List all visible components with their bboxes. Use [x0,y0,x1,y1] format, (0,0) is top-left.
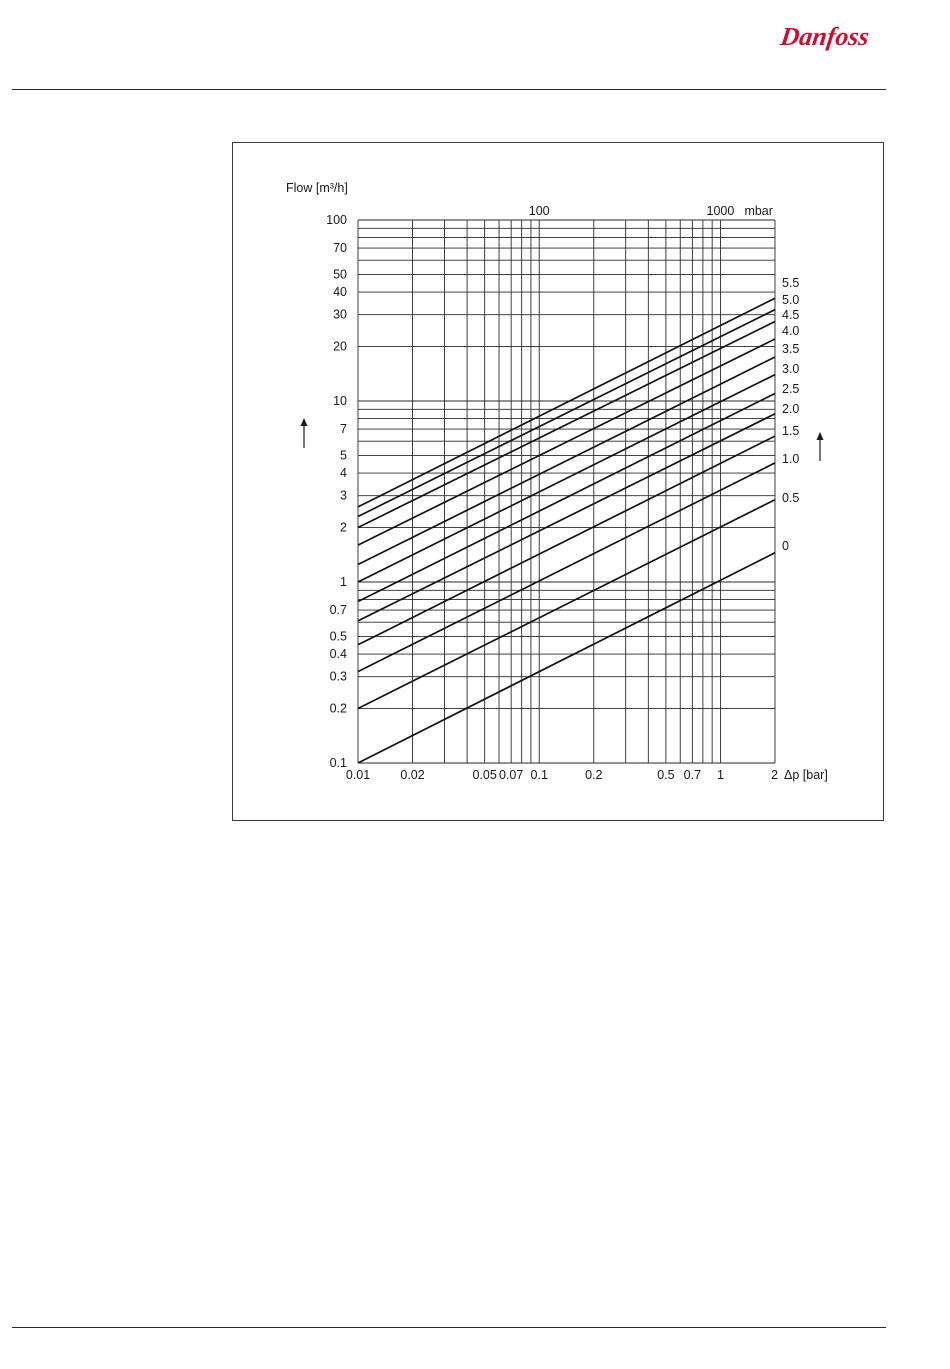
y-tick-label: 0.7 [329,603,347,618]
x-tick-label: 0.7 [683,768,702,782]
y-tick-label: 4 [340,466,347,481]
series-label: 2.0 [782,402,800,416]
y-tick-label: 30 [333,307,347,322]
series-label: 2.5 [782,382,800,396]
y-tick-label: 7 [340,422,347,437]
footer-divider [12,1327,886,1328]
y-tick-label: 0.1 [329,756,347,770]
danfoss-logo-text: Danfoss [778,22,871,51]
series-label: 4.5 [782,308,800,322]
y-tick-label: 2 [340,520,347,535]
y-tick-label: 0.2 [329,701,347,716]
danfoss-logo [778,14,886,56]
series-label: 1.0 [782,452,800,466]
series-label: 3.5 [782,342,800,356]
x2-tick-label: 100 [528,204,550,218]
x-tick-label: 0.07 [498,768,524,782]
series-label: 1.5 [782,424,800,438]
x-tick-label: 0.05 [472,768,497,782]
x-axis-title: Δp [bar] [784,768,828,782]
x-tick-label: 0.5 [657,768,675,782]
y-tick-label: 3 [340,488,347,503]
y-tick-label: 100 [326,213,347,227]
y-tick-label: 50 [333,267,347,282]
flow-vs-pressure-chart [233,143,885,822]
series-label: 0.5 [782,491,800,505]
y-tick-label: 0.3 [329,669,347,684]
header-divider [12,89,886,90]
x-tick-label: 2 [771,768,778,782]
y-tick-label: 70 [333,241,347,256]
x-tick-label: 0.1 [530,768,548,782]
series-label: 0 [782,539,789,553]
series-label: 5.5 [782,276,800,290]
chart-frame [232,142,884,821]
danfoss-logo-mark [778,14,886,56]
x-tick-label: 0.01 [345,768,371,782]
x-tick-label: 0.02 [400,768,425,782]
flow-arrow-left-icon-head [301,418,308,426]
x-tick-label: 0.2 [585,768,603,782]
y-tick-label: 5 [340,448,347,463]
y-tick-label: 0.4 [329,647,347,662]
series-label: 4.0 [782,324,800,338]
y-axis-title: Flow [m³/h] [286,181,348,195]
series-label: 5.0 [782,293,800,307]
y-tick-label: 20 [333,339,347,354]
x2-unit-label: mbar [744,204,773,218]
y-tick-label: 0.5 [329,629,347,644]
series-label: 3.0 [782,362,800,376]
x2-tick-label: 1000 [706,204,735,218]
x-tick-label: 1 [716,768,724,782]
y-tick-label: 1 [340,575,347,589]
y-tick-label: 40 [333,285,347,300]
y-tick-label: 10 [333,394,347,408]
flow-arrow-right-icon-head [817,432,824,440]
